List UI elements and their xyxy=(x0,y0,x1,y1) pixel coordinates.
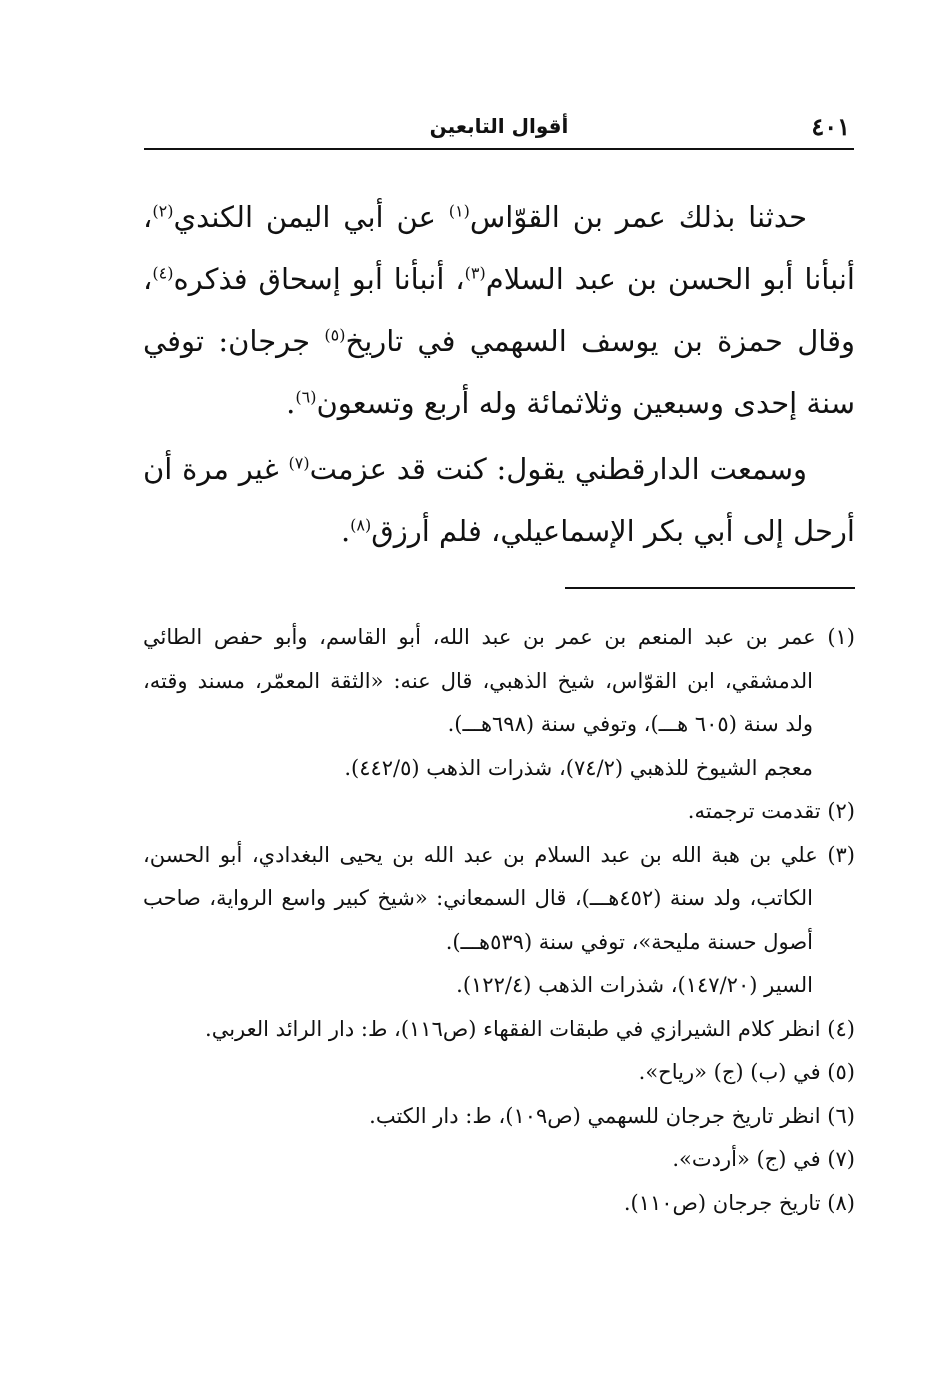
footnote-3: (٣) علي بن هبة الله بن عبد السلام بن عبد الله بن يحيى البغدادي، أبو الحسن، الكاتب، ولد سنة (٤٥٢هـــ)، قال السمعاني: «شيخ كبير واسع الرواية، صاحب أصول حسنة مليحة»، توفي سنة (٥٣٩هـــ). xyxy=(143,842,855,954)
footnote-ref-4[interactable]: (٤) xyxy=(152,263,174,283)
running-title: أقوال التابعين xyxy=(429,114,569,138)
footnote-2: (٢) تقدمت ترجمته. xyxy=(687,799,855,823)
text-span: عن أبي اليمن الكندي xyxy=(173,200,449,234)
footnote-3-source: السير (١٤٧/٢٠)، شذرات الذهب (١٢٢/٤). xyxy=(456,973,813,997)
main-text xyxy=(143,186,855,566)
text-span: . xyxy=(340,514,351,548)
footnotes xyxy=(143,616,855,1225)
footnote-ref-2[interactable]: (٢) xyxy=(152,201,174,221)
text-span: ، أنبأنا أبو الحسن بن عبد السلام xyxy=(143,200,855,296)
footnote-ref-3[interactable]: (٣) xyxy=(464,263,486,283)
text-span: غير مرة أن أرحل إلى أبي بكر الإسماعيلي، فلم أرزق xyxy=(143,452,855,548)
page-header xyxy=(144,108,854,150)
text-span: جرجان: توفي سنة إحدى وسبعين وثلاثمائة وله أربع وتسعون xyxy=(143,324,855,420)
text-span: ، وقال حمزة بن يوسف السهمي في تاريخ xyxy=(143,262,856,358)
paragraph-2 xyxy=(143,438,855,562)
footnote-1-source: معجم الشيوخ للذهبي (٧٤/٢)، شذرات الذهب (٤٤٢/٥). xyxy=(344,755,813,780)
text-span: ، أنبأنا أبو إسحاق فذكره xyxy=(173,262,465,296)
footnote-8: (٨) تاريخ جرجان (ص١١٠). xyxy=(623,1190,855,1215)
page-number: ٤٠١ xyxy=(811,112,850,141)
footnote-5: (٥) في (ب) (ج) «رياح». xyxy=(638,1060,855,1084)
footnote-4: (٤) انظر كلام الشيرازي في طبقات الفقهاء (ص١١٦)، ط: دار الرائد العربي. xyxy=(205,1016,855,1041)
footnote-6: (٦) انظر تاريخ جرجان للسهمي (ص١٠٩)، ط: دار الكتب. xyxy=(369,1103,855,1128)
footnote-separator xyxy=(565,587,855,589)
paragraph-1 xyxy=(143,186,855,434)
footnote-1: (١) عمر بن عبد المنعم بن عمر بن عبد الله، أبو القاسم، وأبو حفص الطائي الدمشقي، ابن القوّاس، شيخ الذهبي، قال عنه: «الثقة المعمّر، مسند وقته، ولد سنة (٦٠٥ هـــ)، وتوفي سنة (٦٩٨هـــ). xyxy=(143,625,855,736)
footnote-7: (٧) في (ج) «أردت». xyxy=(672,1147,855,1171)
footnote-ref-6[interactable]: (٦) xyxy=(295,387,317,407)
text-span: حدثنا بذلك عمر بن القوّاس xyxy=(469,200,807,234)
footnote-ref-5[interactable]: (٥) xyxy=(324,325,346,345)
text-span: . xyxy=(286,386,296,420)
footnote-ref-7[interactable]: (٧) xyxy=(288,453,310,473)
footnote-ref-8[interactable]: (٨) xyxy=(350,515,372,535)
text-span: وسمعت الدارقطني يقول: كنت قد عزمت xyxy=(309,452,807,486)
footnote-ref-1[interactable]: (١) xyxy=(448,201,470,221)
